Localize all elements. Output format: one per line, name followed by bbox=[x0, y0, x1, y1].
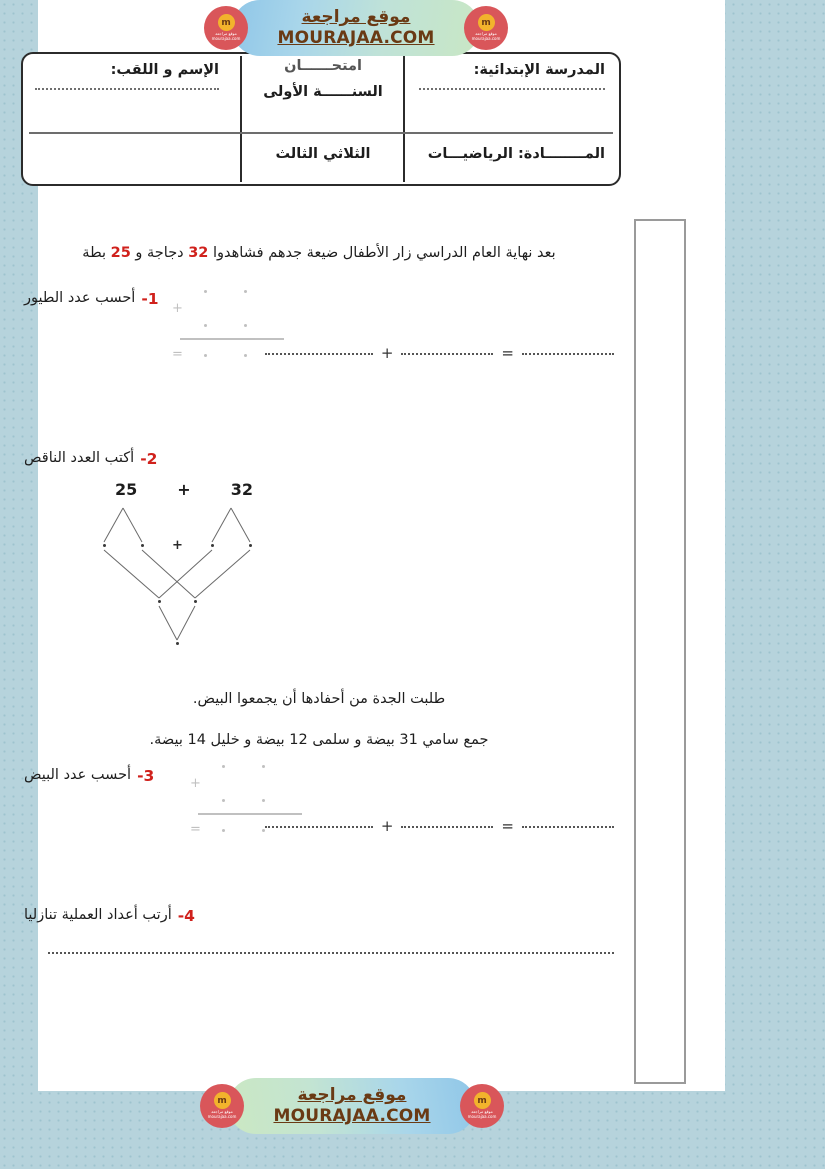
subject-field bbox=[415, 146, 605, 162]
answer-blank[interactable] bbox=[401, 825, 493, 828]
number-decomposition-tree[interactable] bbox=[79, 480, 289, 670]
grid-dot bbox=[204, 354, 207, 357]
question-4-number: 4- bbox=[177, 906, 195, 925]
plus-sign: + bbox=[380, 816, 394, 835]
badge-glyph: m bbox=[218, 14, 235, 31]
exam-title-label: امتحــــــان bbox=[284, 58, 362, 74]
grid-equals-sign: = bbox=[190, 821, 201, 837]
tree-result-dot[interactable] bbox=[176, 642, 179, 645]
grid-plus-sign: + bbox=[172, 300, 183, 316]
answer-equation-2 bbox=[265, 816, 614, 835]
watermark-arabic-text: موقع مراجعة bbox=[301, 7, 411, 28]
question-3-text: أحسب عدد البيض bbox=[24, 766, 132, 783]
tree-connector-lines bbox=[79, 480, 289, 670]
badge-caption: موقع مراجعة mourajaa.com bbox=[211, 31, 241, 41]
grid-rule-line bbox=[198, 813, 302, 815]
story-statement-3 bbox=[24, 727, 614, 755]
grid-plus-sign: + bbox=[190, 775, 201, 791]
tree-blank-dot[interactable] bbox=[194, 600, 197, 603]
watermark-badge-right-icon bbox=[460, 1084, 504, 1128]
story-1-before: بعد نهاية العام الدراسي زار الأطفال ضيعة جدهم فشاهدوا bbox=[213, 245, 556, 261]
grid-dot bbox=[262, 799, 265, 802]
story-statement-2 bbox=[24, 686, 614, 714]
watermark-badge-left-icon bbox=[204, 6, 248, 50]
marks-column[interactable] bbox=[634, 219, 686, 1084]
school-field bbox=[419, 62, 605, 90]
story-statement-1 bbox=[24, 240, 614, 268]
grid-dot bbox=[222, 799, 225, 802]
student-name-label: الإسم و اللقب: bbox=[110, 62, 219, 78]
term-field bbox=[257, 146, 389, 162]
grid-dot bbox=[222, 765, 225, 768]
header-divider-vertical-left bbox=[240, 56, 242, 182]
exam-header-box bbox=[21, 52, 621, 186]
grid-dot bbox=[204, 290, 207, 293]
student-name-field bbox=[35, 62, 219, 90]
story-1-number-chickens: 32 bbox=[188, 245, 209, 261]
grid-dot bbox=[222, 829, 225, 832]
watermark-pill bbox=[207, 1078, 497, 1134]
badge-caption: موقع مراجعة mourajaa.com bbox=[471, 31, 501, 41]
story-1-number-ducks: 25 bbox=[110, 245, 131, 261]
term-label: الثلاثي الثالث bbox=[275, 146, 371, 162]
badge-caption: موقع مراجعة mourajaa.com bbox=[207, 1109, 237, 1119]
exam-title bbox=[257, 58, 389, 74]
tree-blank-dot[interactable] bbox=[249, 544, 252, 547]
grid-dot bbox=[204, 324, 207, 327]
equals-sign: = bbox=[501, 816, 514, 835]
tree-blank-dot[interactable] bbox=[103, 544, 106, 547]
school-input-line[interactable] bbox=[419, 87, 605, 90]
question-1-number: 1- bbox=[141, 289, 159, 308]
watermark-badge-right-icon bbox=[464, 6, 508, 50]
question-1 bbox=[24, 290, 614, 308]
question-2-text: أكتب العدد الناقص bbox=[24, 449, 135, 466]
answer-blank[interactable] bbox=[522, 825, 614, 828]
tree-right-value: 32 bbox=[230, 479, 253, 499]
tree-blank-dot[interactable] bbox=[141, 544, 144, 547]
watermark-badge-left-icon bbox=[200, 1084, 244, 1128]
watermark-top bbox=[211, 0, 501, 56]
question-4 bbox=[24, 907, 614, 925]
school-label: المدرسة الإبتدائية: bbox=[473, 62, 605, 78]
answer-blank[interactable] bbox=[265, 825, 373, 828]
answer-equation-1 bbox=[265, 343, 614, 362]
tree-operator: + bbox=[177, 479, 191, 499]
answer-line-question-4[interactable] bbox=[48, 951, 614, 954]
story-3-text: جمع سامي 31 بيضة و سلمى 12 بيضة و خليل 14 بيضة. bbox=[149, 732, 489, 749]
school-year-label: السنــــــة الأولى bbox=[263, 84, 383, 100]
worksheet-content bbox=[24, 240, 614, 954]
tree-blank-dot[interactable] bbox=[158, 600, 161, 603]
grid-dot bbox=[244, 290, 247, 293]
badge-glyph: m bbox=[214, 1092, 231, 1109]
question-4-text: أرتب أعداد العملية تنازليا bbox=[24, 906, 172, 923]
grid-dot bbox=[262, 765, 265, 768]
tree-middle-plus: + bbox=[172, 537, 183, 553]
answer-blank[interactable] bbox=[401, 352, 493, 355]
story-2-text: طلبت الجدة من أحفادها أن يجمعوا البيض. bbox=[192, 690, 446, 707]
header-divider-horizontal bbox=[29, 132, 613, 134]
watermark-arabic-text: موقع مراجعة bbox=[297, 1085, 407, 1106]
watermark-pill bbox=[211, 0, 501, 56]
badge-caption: موقع مراجعة mourajaa.com bbox=[467, 1109, 497, 1119]
badge-glyph: m bbox=[478, 14, 495, 31]
student-name-input-line[interactable] bbox=[35, 87, 219, 90]
question-2 bbox=[24, 450, 614, 468]
subject-label: المــــــــادة: الرياضيـــات bbox=[427, 146, 605, 162]
answer-blank[interactable] bbox=[522, 352, 614, 355]
plus-sign: + bbox=[380, 343, 394, 362]
badge-glyph: m bbox=[474, 1092, 491, 1109]
watermark-url-text: MOURAJAA.COM bbox=[273, 1105, 431, 1126]
watermark-bottom bbox=[207, 1078, 497, 1134]
question-1-text: أحسب عدد الطيور bbox=[24, 289, 136, 306]
watermark-url-text: MOURAJAA.COM bbox=[277, 27, 435, 48]
story-1-after: بطة bbox=[82, 245, 107, 261]
story-1-middle: دجاجة و bbox=[135, 245, 184, 261]
equals-sign: = bbox=[501, 343, 514, 362]
header-divider-vertical-right bbox=[403, 56, 405, 182]
grid-dot bbox=[244, 324, 247, 327]
question-3-number: 3- bbox=[137, 766, 155, 785]
answer-blank[interactable] bbox=[265, 352, 373, 355]
grid-equals-sign: = bbox=[172, 346, 183, 362]
school-year bbox=[253, 84, 393, 100]
question-3 bbox=[24, 767, 614, 785]
grid-rule-line bbox=[180, 338, 284, 340]
grid-dot bbox=[244, 354, 247, 357]
question-2-number: 2- bbox=[140, 449, 158, 468]
tree-left-value: 25 bbox=[115, 479, 138, 499]
tree-blank-dot[interactable] bbox=[211, 544, 214, 547]
